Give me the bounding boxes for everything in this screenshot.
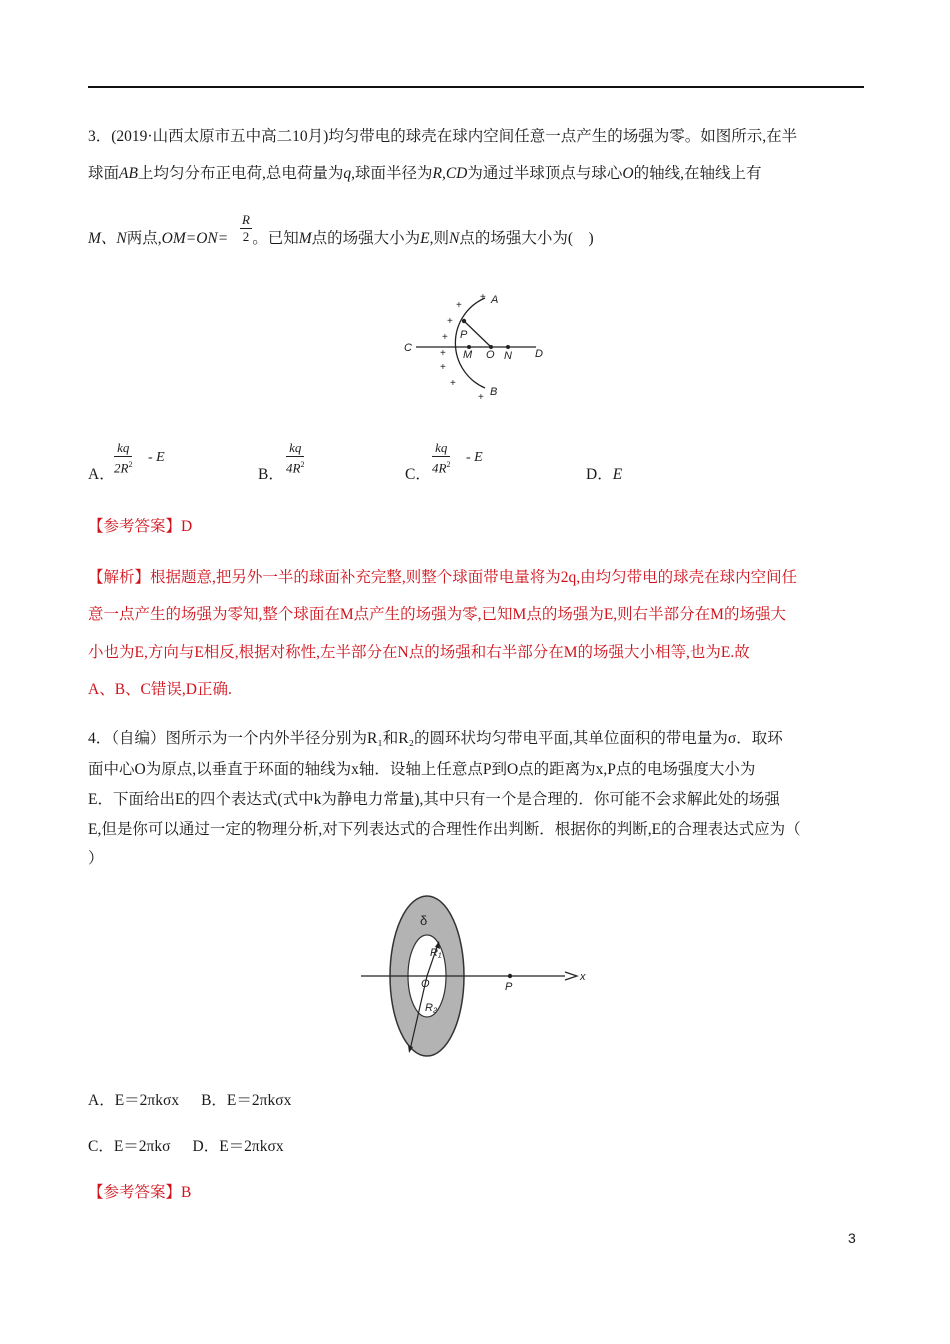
label-r1: R₁: [430, 947, 442, 959]
option-b-fraction: $\frac{kq}{4R^2}$: [286, 440, 305, 476]
label-m: M: [463, 349, 473, 361]
q3-line-3: M、N两点,OM=ON= 。已知M点的场强大小为E,则N点的场强大小为( ): [88, 230, 594, 247]
q3-option-c: C．: [405, 466, 431, 483]
svg-text:+: +: [480, 292, 486, 303]
svg-text:+: +: [447, 316, 453, 327]
label-o: O: [421, 978, 430, 990]
q4-line-2: 面中心O为原点,以垂直于环面的轴线为x轴．设轴上任意点P到O点的距离为x,P点的电场强度大小为: [88, 761, 756, 778]
label-o: O: [486, 349, 495, 361]
option-c-tail: - E: [466, 450, 483, 465]
q3-option-d: D．E: [586, 466, 623, 483]
q3-analysis-line-4: A、B、C错误,D正确.: [88, 681, 232, 698]
q4-line-5: ）: [88, 850, 104, 867]
label-d: D: [535, 348, 543, 360]
annulus-figure: [355, 890, 595, 1065]
x-axis-arrow: [565, 972, 577, 980]
label-a: A: [491, 294, 499, 306]
label-p: P: [505, 981, 513, 993]
point-p: [462, 319, 466, 323]
label-n: N: [504, 350, 512, 362]
label-p: P: [460, 329, 468, 341]
svg-text:+: +: [442, 332, 448, 343]
q4-line-4: E,但是你可以通过一定的物理分析,对下列表达式的合理性作出判断．根据你的判断,E的合理表达式应为（: [88, 821, 801, 838]
svg-text:+: +: [478, 392, 484, 403]
q3-option-b: B．: [258, 466, 284, 483]
q3-line-2: 球面AB上均匀分布正电荷,总电荷量为q,球面半径为R,CD为通过半球顶点与球心O的轴线,在轴线上有: [88, 165, 762, 182]
label-b: B: [490, 386, 498, 398]
option-a-tail: - E: [148, 450, 165, 465]
q4-answer: 【参考答案】B: [88, 1184, 192, 1201]
q3-analysis-line-2: 意一点产生的场强为零知,整个球面在M点产生的场强为零,已知M点的场强为E,则右半部分在M的场强大: [88, 606, 786, 623]
q3-answer: 【参考答案】D: [88, 518, 193, 535]
q4-line-1: 4．（自编）图所示为一个内外半径分别为R₁和R₂的圆环状均匀带电平面,其单位面积的带电量为σ．取环: [88, 730, 783, 747]
svg-text:+: +: [440, 348, 446, 359]
q4-options-ab: A．E＝2πkσx B．E＝2πkσx: [88, 1092, 292, 1109]
q3-analysis-line-3: 小也为E,方向与E相反,根据对称性,左半部分在N点的场强和右半部分在M的场强大小相等,也为E.故: [88, 644, 750, 661]
q4-options-cd: C．E＝2πkσ D．E＝2πkσx: [88, 1138, 284, 1155]
point-p: [508, 974, 512, 978]
label-sigma: δ: [420, 913, 428, 928]
option-c-fraction: $\frac{kq}{4R^2}$: [432, 440, 451, 476]
svg-text:+: +: [456, 300, 462, 311]
hemisphere-figure: [400, 288, 550, 403]
q3-line-1: 3．(2019·山西太原市五中高二10月)均匀带电的球壳在球内空间任意一点产生的场强为零。如图所示,在半: [88, 128, 798, 145]
option-a-fraction: $\frac{kq}{2R^2}$: [114, 440, 133, 476]
radius-op: [464, 321, 491, 347]
fraction-r-over-2: $\frac{R}{2}$: [242, 212, 250, 244]
label-x: x: [580, 971, 586, 983]
q3-option-a: A．: [88, 466, 115, 483]
label-c: C: [404, 342, 412, 354]
header-rule: [88, 86, 864, 88]
hemisphere-arc: [455, 298, 485, 388]
page-number: 3: [848, 1230, 856, 1246]
point-n: [506, 345, 510, 349]
label-r2: R₂: [425, 1002, 438, 1014]
q3-analysis-line-1: 【解析】根据题意,把另外一半的球面补充完整,则整个球面带电量将为2q,由均匀带电的球壳在球内空间任: [88, 569, 798, 586]
svg-text:+: +: [440, 362, 446, 373]
svg-text:+: +: [450, 378, 456, 389]
q4-line-3: E．下面给出E的四个表达式(式中k为静电力常量),其中只有一个是合理的．你可能不会求解此处的场强: [88, 791, 780, 808]
